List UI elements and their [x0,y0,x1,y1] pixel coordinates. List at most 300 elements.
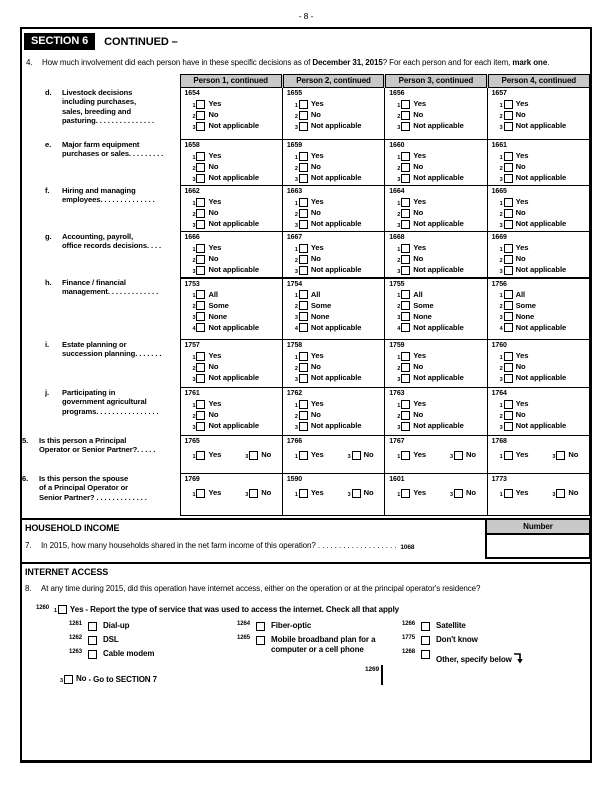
cell-code-1755: 1755 [389,280,405,288]
inline-options [286,451,384,462]
option-subnumber: 1 [294,402,298,409]
checkbox-1590-3[interactable] [352,489,361,498]
checkbox-1661-3[interactable] [504,174,513,183]
option-label: Some [413,300,434,310]
option-label: Not applicable [515,219,567,228]
cell-code-1760: 1760 [491,342,507,349]
option-1753-3 [193,312,282,321]
option-label: Not applicable [310,121,362,130]
option-subnumber: 2 [192,413,196,420]
checkbox-1664-3[interactable] [401,220,410,229]
checkbox-1767-3[interactable] [454,451,463,460]
option-subnumber: 1 [397,491,401,498]
checkbox-1764-2[interactable] [504,411,513,420]
row-label-text: Major farm equipment purchases or sales. . . . . . . . . [62,139,164,159]
checkbox-1759-2[interactable] [401,363,410,372]
option-1664-2 [397,209,486,218]
option-1655-1 [295,100,384,109]
checkbox-1666-3[interactable] [196,266,205,275]
checkbox-1662-3[interactable] [196,220,205,229]
checkbox-1658-3[interactable] [196,174,205,183]
option-label: No [208,162,219,171]
checkbox-1761-2[interactable] [196,411,205,420]
checkbox-1662-2[interactable] [196,209,205,218]
option-label: All [310,289,321,299]
option-label: No [413,362,424,371]
option-subnumber: 4 [294,326,298,332]
checkbox-1667-3[interactable] [299,266,308,275]
service-code: 1266 [402,621,415,627]
option-subnumber: 2 [294,113,298,120]
option-label: Yes [310,488,324,497]
cell-code-1764: 1764 [491,390,507,397]
option-label: Yes [208,151,222,160]
option-label: Yes [413,99,427,108]
option-subnumber: 3 [294,376,298,383]
checkbox-1658-2[interactable] [196,163,205,172]
cell-1657 [487,88,589,140]
service-column-1 [62,621,230,669]
checkbox-1663-3[interactable] [299,220,308,229]
checkbox-1755-1[interactable] [401,290,410,299]
checkbox-1661-2[interactable] [504,163,513,172]
checkbox-1767-1[interactable] [401,451,410,460]
checkbox-1601-3[interactable] [454,489,463,498]
checkbox-1755-3[interactable] [401,312,410,321]
checkbox-1660-1[interactable] [401,152,410,161]
option-1756-4 [500,323,589,332]
option-label: Not applicable [515,322,567,332]
checkbox-1268[interactable] [421,650,430,659]
checkbox-1265[interactable] [256,636,265,645]
checkbox-1753-1[interactable] [196,290,205,299]
checkbox-1760-1[interactable] [504,352,513,361]
option-label: Yes [208,488,222,497]
cell-code-1664: 1664 [389,188,405,195]
option-label: Not applicable [413,173,464,182]
question-4 [26,58,584,68]
inline-options [388,489,486,500]
option-1666-1 [193,244,282,253]
option-subnumber: 3 [397,268,401,275]
option-subnumber: 3 [499,268,503,275]
checkbox-1766-3[interactable] [352,451,361,460]
option-label: Yes [310,99,324,108]
checkbox-1766-1[interactable] [299,451,308,460]
option-subnumber: 2 [397,365,401,372]
option-subnumber: 3 [347,453,351,460]
checkbox-1264[interactable] [256,622,265,631]
checkbox-1664-1[interactable] [401,198,410,207]
checkbox-1768-3[interactable] [556,451,565,460]
checkbox-1655-2[interactable] [299,111,308,120]
checkbox-1667-2[interactable] [299,255,308,264]
option-label: Yes [310,399,324,408]
option-1769-1 [193,489,222,498]
checkbox-1758-3[interactable] [299,374,308,383]
checkbox-1761-3[interactable] [196,422,205,431]
cell-code-1662: 1662 [184,188,200,195]
option-1760-1 [500,352,589,361]
option-1656-1 [397,100,486,109]
internet-yes-option [36,605,590,614]
checkbox-1669-3[interactable] [504,266,513,275]
option-label: No [413,208,424,217]
option-label: No [310,208,321,217]
cell-1659 [282,140,384,186]
checkbox-1657-1[interactable] [504,100,513,109]
option-1660-2 [397,163,486,172]
option-1768-1 [500,451,529,460]
option-label: No [261,488,272,497]
checkbox-1655-3[interactable] [299,122,308,131]
option-label: Yes [310,351,324,360]
option-1757-2 [193,363,282,372]
checkbox-1660-3[interactable] [401,174,410,183]
option-1755-4 [397,323,486,332]
option-label: No [413,410,424,419]
option-subnumber: 2 [397,113,401,120]
option-1661-2 [500,163,589,172]
option-subnumber: 2 [397,257,401,264]
internet-yes-subnumber: 1 [53,608,57,614]
checkbox-1763-2[interactable] [401,411,410,420]
option-1758-3 [295,374,384,383]
option-subnumber: 3 [397,315,401,321]
cell-1665 [487,186,589,232]
service-option-1261 [62,621,230,631]
option-label: Yes [413,399,427,408]
option-1769-3 [245,489,271,498]
row-label-text: Hiring and managing employees. . . . . . . . . . . . . . [62,185,155,205]
checkbox-1759-1[interactable] [401,352,410,361]
service-option-1268 [395,649,585,665]
option-1658-1 [193,152,282,161]
checkbox-1656-1[interactable] [401,100,410,109]
option-subnumber: 2 [499,165,503,172]
checkbox-1657-3[interactable] [504,122,513,131]
table-row-q5 [22,436,590,474]
option-subnumber: 2 [499,304,503,310]
household-income-section [22,518,590,553]
checkbox-1666-2[interactable] [196,255,205,264]
option-subnumber: 3 [192,222,196,229]
question-7-number: 7. [25,541,32,550]
checkbox-1757-3[interactable] [196,374,205,383]
checkbox-1654-3[interactable] [196,122,205,131]
option-subnumber: 2 [192,211,196,218]
option-1754-1 [295,290,384,299]
option-subnumber: 2 [294,365,298,372]
cell-code-1658: 1658 [184,142,200,149]
service-column-3 [395,621,585,669]
question-7-code: 1068 [400,544,415,551]
checkbox-1763-1[interactable] [401,400,410,409]
option-label: No [310,254,321,263]
option-label: No [413,110,424,119]
inline-options [184,451,282,462]
option-label: Not applicable [310,219,362,228]
checkbox-1656-2[interactable] [401,111,410,120]
checkbox-1769-1[interactable] [196,489,205,498]
checkbox-1669-2[interactable] [504,255,513,264]
option-1658-2 [193,163,282,172]
option-label: Some [515,300,536,310]
option-subnumber: 1 [192,491,196,498]
cell-code-1657: 1657 [491,90,507,97]
option-1758-1 [295,352,384,361]
option-subnumber: 1 [397,293,401,299]
option-subnumber: 3 [499,424,503,431]
table-row-q6 [22,474,590,516]
checkbox-1761-1[interactable] [196,400,205,409]
option-1657-3 [500,122,589,131]
checkbox-1762-1[interactable] [299,400,308,409]
checkbox-1663-1[interactable] [299,198,308,207]
checkbox-1760-3[interactable] [504,374,513,383]
option-label: No [413,254,424,263]
option-1669-2 [500,255,589,264]
option-1667-1 [295,244,384,253]
option-1757-1 [193,352,282,361]
checkbox-1756-4[interactable] [504,323,513,332]
checkbox-1659-1[interactable] [299,152,308,161]
option-subnumber: 1 [192,453,196,460]
checkbox-1757-1[interactable] [196,352,205,361]
option-1662-3 [193,220,282,229]
checkbox-1775[interactable] [421,636,430,645]
checkbox-1667-1[interactable] [299,244,308,253]
option-label: Yes [208,351,222,360]
option-subnumber: 1 [294,453,298,460]
checkbox-1756-3[interactable] [504,312,513,321]
number-box [485,518,591,559]
checkbox-1261[interactable] [88,622,97,631]
checkbox-1663-2[interactable] [299,209,308,218]
service-label: Dial-up [103,621,130,630]
option-label: Not applicable [208,173,259,182]
checkbox-1665-1[interactable] [504,198,513,207]
checkbox-1262[interactable] [88,636,97,645]
checkbox-1762-3[interactable] [299,422,308,431]
checkbox-1668-1[interactable] [401,244,410,253]
checkbox-1654-1[interactable] [196,100,205,109]
checkbox-1765-3[interactable] [249,451,258,460]
checkbox-1665-2[interactable] [504,209,513,218]
option-1763-1 [397,400,486,409]
option-label: All [208,289,218,299]
option-label: Not applicable [310,373,362,382]
service-label: Mobile broadband plan for a computer or a cell phone [271,635,376,654]
row-letter: i. [45,339,50,349]
service-option-1265 [230,635,395,654]
row-label-q5 [22,436,180,474]
option-label: No [363,450,374,459]
row-label-text: Estate planning or succession planning. . . . . . . [62,339,162,359]
service-code: 1268 [402,649,415,655]
option-1590-3 [348,489,374,498]
section6-label: SECTION 6 [24,33,95,50]
option-label: Not applicable [208,265,259,274]
checkbox-1659-3[interactable] [299,174,308,183]
checkbox-1762-2[interactable] [299,411,308,420]
option-label: Yes [515,197,529,206]
cell-code-1668: 1668 [389,234,405,241]
option-1659-1 [295,152,384,161]
option-subnumber: 2 [294,304,298,310]
checkbox-1266[interactable] [421,622,430,631]
option-1659-2 [295,163,384,172]
option-subnumber: 2 [397,304,401,310]
option-1665-2 [500,209,589,218]
section6-continued-label: CONTINUED – [104,35,178,48]
checkbox-1764-1[interactable] [504,400,513,409]
option-subnumber: 1 [499,491,503,498]
option-label: No [568,450,579,459]
option-subnumber: 1 [192,102,196,109]
internet-yes-checkbox[interactable] [58,605,67,614]
checkbox-1669-1[interactable] [504,244,513,253]
cell-1756 [487,278,589,340]
person-involvement-table [22,74,590,516]
checkbox-1668-2[interactable] [401,255,410,264]
checkbox-1755-4[interactable] [401,323,410,332]
inline-options [286,489,384,500]
checkbox-1601-1[interactable] [401,489,410,498]
option-1753-2 [193,301,282,310]
option-1664-3 [397,220,486,229]
checkbox-1753-3[interactable] [196,312,205,321]
option-label: None [515,311,535,321]
checkbox-1661-1[interactable] [504,152,513,161]
checkbox-1765-1[interactable] [196,451,205,460]
other-specify-write-line[interactable] [381,665,383,685]
option-1654-3 [193,122,282,131]
checkbox-1590-1[interactable] [299,489,308,498]
option-1773-3 [552,489,578,498]
checkbox-1773-3[interactable] [556,489,565,498]
option-1755-1 [397,290,486,299]
option-subnumber: 3 [192,424,196,431]
option-label: Not applicable [208,373,259,382]
checkbox-1756-1[interactable] [504,290,513,299]
other-specify-area[interactable] [365,665,383,685]
checkbox-1754-4[interactable] [299,323,308,332]
checkbox-1758-1[interactable] [299,352,308,361]
checkbox-1655-1[interactable] [299,100,308,109]
cell-code-1667: 1667 [286,234,303,241]
checkbox-1657-2[interactable] [504,111,513,120]
option-label: Not applicable [515,121,567,130]
checkbox-1664-2[interactable] [401,209,410,218]
option-subnumber: 3 [450,453,453,460]
option-subnumber: 3 [450,491,453,498]
service-code: 1265 [237,635,250,641]
option-label: Some [310,300,332,310]
option-label: No [208,110,219,119]
option-1766-3 [348,451,374,460]
checkbox-1773-1[interactable] [504,489,513,498]
cell-1769 [180,474,282,516]
option-label: Not applicable [413,373,464,382]
checkbox-1666-1[interactable] [196,244,205,253]
option-subnumber: 1 [397,200,401,207]
checkbox-1754-3[interactable] [299,312,308,321]
checkbox-1668-3[interactable] [401,266,410,275]
checkbox-1760-2[interactable] [504,363,513,372]
option-label: Yes [208,399,222,408]
checkbox-1754-2[interactable] [299,301,308,310]
internet-no-checkbox[interactable] [64,675,73,684]
checkbox-1756-2[interactable] [504,301,513,310]
cell-code-1765: 1765 [184,438,200,445]
checkbox-1754-1[interactable] [299,290,308,299]
option-1668-3 [397,266,486,275]
checkbox-1656-3[interactable] [401,122,410,131]
option-label: Not applicable [208,421,259,430]
cell-1768 [487,436,589,474]
option-subnumber: 1 [192,246,196,253]
cell-code-1655: 1655 [286,90,303,97]
table-row-g [22,232,590,278]
option-label: Yes [515,99,529,108]
option-subnumber: 1 [397,402,401,409]
option-subnumber: 2 [192,165,196,172]
option-1655-3 [295,122,384,131]
option-1661-1 [500,152,589,161]
cell-code-1654: 1654 [184,90,200,97]
option-1662-1 [193,198,282,207]
row-letter: 6. [22,473,29,483]
option-1758-2 [295,363,384,372]
checkbox-1769-3[interactable] [249,489,258,498]
option-label: No [261,450,272,459]
checkbox-1757-2[interactable] [196,363,205,372]
checkbox-1753-4[interactable] [196,323,205,332]
form-frame [20,27,592,763]
checkbox-1753-2[interactable] [196,301,205,310]
option-subnumber: 3 [245,491,249,498]
checkbox-1755-2[interactable] [401,301,410,310]
option-subnumber: 3 [294,315,298,321]
row-label-e [22,140,180,186]
checkbox-1764-3[interactable] [504,422,513,431]
checkbox-1768-1[interactable] [504,451,513,460]
checkbox-1658-1[interactable] [196,152,205,161]
checkbox-1665-3[interactable] [504,220,513,229]
option-label: No [568,488,579,497]
internet-no-label: No [75,674,87,683]
option-1764-3 [500,422,589,431]
checkbox-1759-3[interactable] [401,374,410,383]
option-subnumber: 1 [192,154,196,161]
option-1754-3 [295,312,384,321]
cell-code-1759: 1759 [389,342,405,349]
checkbox-1660-2[interactable] [401,163,410,172]
row-label-text: Accounting, payroll, office records decisions. . . . [62,231,162,251]
checkbox-1763-3[interactable] [401,422,410,431]
checkbox-1659-2[interactable] [299,163,308,172]
households-number-input[interactable] [487,535,589,557]
option-1658-3 [193,174,282,183]
option-label: Yes [413,351,427,360]
checkbox-1662-1[interactable] [196,198,205,207]
checkbox-1654-2[interactable] [196,111,205,120]
option-label: Yes [515,450,529,459]
checkbox-1263[interactable] [88,650,97,659]
checkbox-1758-2[interactable] [299,363,308,372]
cell-code-1769: 1769 [184,476,200,483]
